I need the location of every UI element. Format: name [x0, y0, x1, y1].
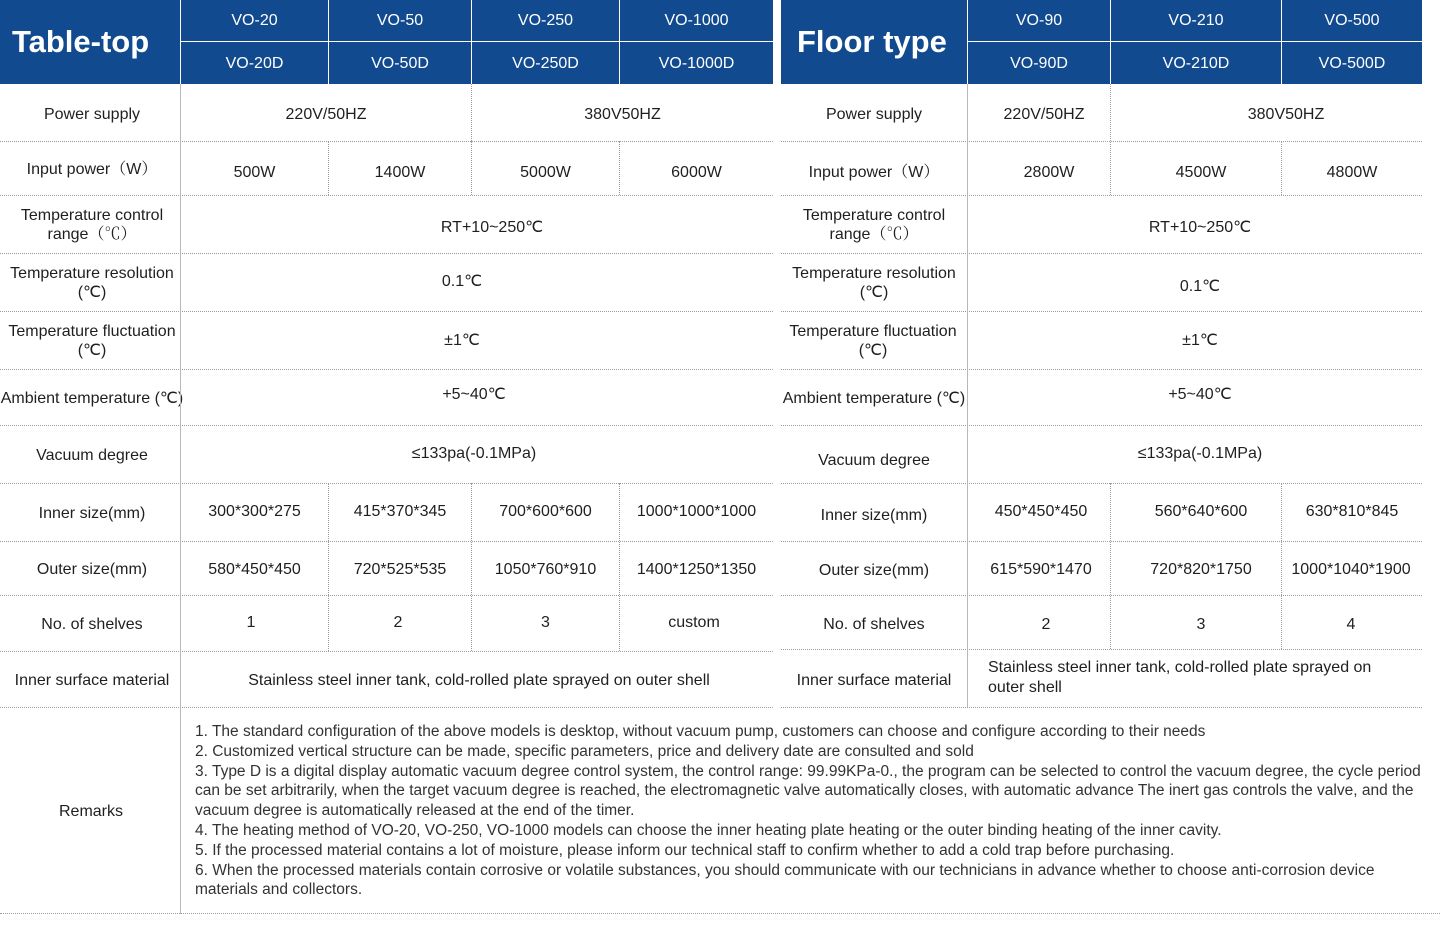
remark-item: 6. When the processed materials contain corrosive or volatile substances, you should communicate with our technicians in advance whether to choose anti-corrosion device materials and collectors.	[195, 861, 1375, 899]
row-label-shelves: No. of shelves	[41, 615, 143, 633]
row-divider	[0, 195, 773, 196]
model-header: VO-50	[329, 0, 471, 41]
row-divider	[781, 541, 1422, 542]
floor-type-title: Floor type	[781, 0, 967, 84]
model-header: VO-1000	[620, 0, 773, 41]
input-power-value: 6000W	[671, 163, 722, 181]
power-supply-value: 220V/50HZ	[285, 105, 367, 123]
row-divider	[0, 913, 1440, 914]
inner-size-value: 450*450*450	[994, 502, 1088, 520]
shelves-value: 3	[1196, 615, 1206, 633]
row-label-temp-fluctuation: Temperature fluctuation (℃)	[8, 323, 176, 359]
ambient-value: +5~40℃	[1168, 385, 1232, 403]
input-power-value: 4500W	[1175, 163, 1227, 181]
row-divider	[781, 707, 1422, 708]
row-divider	[781, 141, 1422, 142]
inner-size-value: 700*600*600	[499, 502, 592, 520]
model-d-header: VO-50D	[329, 42, 471, 84]
header-divider	[1281, 0, 1282, 84]
row-label-power-supply: Power supply	[43, 105, 141, 123]
outer-size-value: 1050*760*910	[494, 560, 597, 578]
outer-size-value: 615*590*1470	[990, 560, 1092, 578]
inner-size-value: 300*300*275	[208, 502, 301, 520]
header-divider	[471, 0, 472, 84]
header-divider	[181, 41, 773, 42]
table-top-title: Table-top	[0, 0, 180, 84]
model-d-header: VO-250D	[472, 42, 619, 84]
vacuum-value: ≤133pa(-0.1MPa)	[411, 444, 537, 462]
inner-size-value: 415*370*345	[353, 502, 447, 520]
row-divider	[781, 311, 1422, 312]
row-label-vacuum: Vacuum degree	[36, 446, 148, 464]
input-power-value: 2800W	[1023, 163, 1075, 181]
row-label-outer-size: Outer size(mm)	[36, 560, 148, 578]
remark-item: 3. Type D is a digital display automatic vacuum degree control system, the control range: 99.99KPa-0., the program can be selected to control the vacuum degree, the cycle period can be set arbitrarily, when the target vacuum degree is reached, the electromagnetic valve automatically closes, with automatic advance The inert gas controls the valve, and the vacuum degree is automatically released at the end of the timer.	[195, 762, 1421, 820]
outer-size-value: 1400*1250*1350	[636, 560, 757, 578]
model-header: VO-90	[968, 0, 1110, 41]
column-divider	[1110, 483, 1111, 649]
row-divider	[781, 195, 1422, 196]
column-divider	[471, 483, 472, 651]
shelves-value: 1	[246, 613, 256, 631]
column-divider	[1281, 141, 1282, 195]
vacuum-value: ≤133pa(-0.1MPa)	[1137, 444, 1263, 462]
row-divider	[0, 595, 773, 596]
outer-size-value: 720*820*1750	[1150, 560, 1252, 578]
model-header: VO-210	[1111, 0, 1281, 41]
column-divider	[619, 483, 620, 651]
inner-size-value: 560*640*600	[1154, 502, 1248, 520]
row-divider	[781, 253, 1422, 254]
row-divider	[781, 369, 1422, 370]
header-divider	[968, 41, 1440, 42]
shelves-value: 2	[393, 613, 403, 631]
row-divider	[0, 707, 773, 708]
power-supply-value: 380V50HZ	[584, 105, 661, 123]
column-divider	[471, 141, 472, 195]
row-divider	[0, 651, 773, 652]
row-label-input-power: Input power（W）	[26, 160, 158, 178]
row-divider	[0, 253, 773, 254]
temp-fluctuation-value: ±1℃	[1182, 331, 1218, 349]
column-divider	[471, 84, 472, 141]
row-divider	[0, 141, 773, 142]
header-divider	[1110, 0, 1111, 84]
model-d-header: VO-500D	[1282, 42, 1422, 84]
power-supply-value: 220V/50HZ	[1003, 105, 1085, 123]
row-divider	[0, 483, 773, 484]
header-divider	[967, 0, 968, 84]
input-power-value: 500W	[233, 163, 276, 181]
shelves-value: 2	[1041, 615, 1051, 633]
temp-control-value: RT+10~250℃	[1148, 218, 1252, 236]
column-divider	[328, 483, 329, 651]
row-divider	[0, 311, 773, 312]
header-divider	[180, 0, 181, 84]
model-d-header: VO-20D	[181, 42, 328, 84]
row-divider	[0, 369, 773, 370]
temp-resolution-value: 0.1℃	[441, 272, 483, 290]
remark-item: 5. If the processed material contains a lot of moisture, please inform our technical staff to confirm whether to add a cold trap before purchasing.	[195, 841, 1175, 859]
row-label-inner-size: Inner size(mm)	[38, 504, 146, 522]
remark-item: 1. The standard configuration of the above models is desktop, without vacuum pump, customers can choose and configure according to their needs	[195, 723, 1206, 740]
row-label-temp-control: Temperature control range（℃）	[802, 207, 946, 243]
inner-size-value: 630*810*845	[1305, 502, 1399, 520]
input-power-value: 1400W	[374, 163, 426, 181]
model-d-header: VO-210D	[1111, 42, 1281, 84]
shelves-value: custom	[668, 613, 720, 631]
outer-size-value: 1000*1040*1900	[1291, 560, 1411, 578]
column-divider	[328, 141, 329, 195]
row-divider	[781, 649, 1422, 650]
material-value: Stainless steel inner tank, cold-rolled plate sprayed on outer shell	[988, 659, 1372, 696]
row-label-vacuum: Vacuum degree	[818, 451, 930, 469]
row-label-temp-fluctuation: Temperature fluctuation (℃)	[789, 323, 957, 359]
inner-size-value: 1000*1000*1000	[636, 502, 757, 520]
shelves-value: 4	[1346, 615, 1356, 633]
row-divider	[781, 595, 1422, 596]
column-divider	[619, 141, 620, 195]
column-divider	[1281, 483, 1282, 649]
model-header: VO-20	[181, 0, 328, 41]
row-label-shelves: No. of shelves	[823, 615, 925, 633]
temp-fluctuation-value: ±1℃	[444, 331, 480, 349]
column-divider	[967, 84, 968, 707]
row-label-inner-size: Inner size(mm)	[820, 506, 928, 524]
header-divider	[619, 0, 620, 84]
row-label-ambient: Ambient temperature (℃)	[782, 389, 966, 407]
ambient-value: +5~40℃	[442, 385, 506, 403]
row-label-ambient: Ambient temperature (℃)	[0, 389, 184, 407]
outer-size-value: 720*525*535	[353, 560, 447, 578]
header-divider	[328, 0, 329, 84]
row-label-input-power: Input power（W）	[808, 163, 940, 181]
temp-control-value: RT+10~250℃	[440, 218, 544, 236]
power-supply-value: 380V50HZ	[1247, 105, 1325, 123]
row-divider	[0, 425, 773, 426]
temp-resolution-value: 0.1℃	[1179, 277, 1221, 295]
row-label-temp-resolution: Temperature resolution (℃)	[792, 265, 956, 301]
row-label-power-supply: Power supply	[825, 105, 923, 123]
row-label-remarks: Remarks	[58, 802, 123, 820]
remarks-list	[195, 722, 1430, 900]
outer-size-value: 580*450*450	[208, 560, 301, 578]
column-divider	[180, 84, 181, 914]
material-value: Stainless steel inner tank, cold-rolled plate sprayed on outer shell	[248, 671, 710, 689]
model-d-header: VO-90D	[968, 42, 1110, 84]
model-header: VO-500	[1282, 0, 1422, 41]
model-d-header: VO-1000D	[620, 42, 773, 84]
row-divider	[781, 483, 1422, 484]
row-label-temp-resolution: Temperature resolution (℃)	[10, 265, 174, 301]
input-power-value: 4800W	[1326, 163, 1378, 181]
column-divider	[1110, 84, 1111, 195]
row-label-material: Inner surface material	[796, 671, 952, 689]
model-header: VO-250	[472, 0, 619, 41]
row-label-temp-control: Temperature control range（℃）	[20, 207, 164, 243]
input-power-value: 5000W	[520, 163, 571, 181]
row-divider	[781, 425, 1422, 426]
shelves-value: 3	[541, 613, 550, 631]
row-divider	[0, 541, 773, 542]
remark-item: 4. The heating method of VO-20, VO-250, VO-1000 models can choose the inner heating plate heating or the outer binding heating of the inner cavity.	[195, 821, 1222, 839]
row-label-material: Inner surface material	[14, 671, 170, 689]
row-label-outer-size: Outer size(mm)	[818, 561, 930, 579]
remark-item: 2. Customized vertical structure can be made, specific parameters, price and delivery date are consulted and sold	[195, 742, 974, 760]
